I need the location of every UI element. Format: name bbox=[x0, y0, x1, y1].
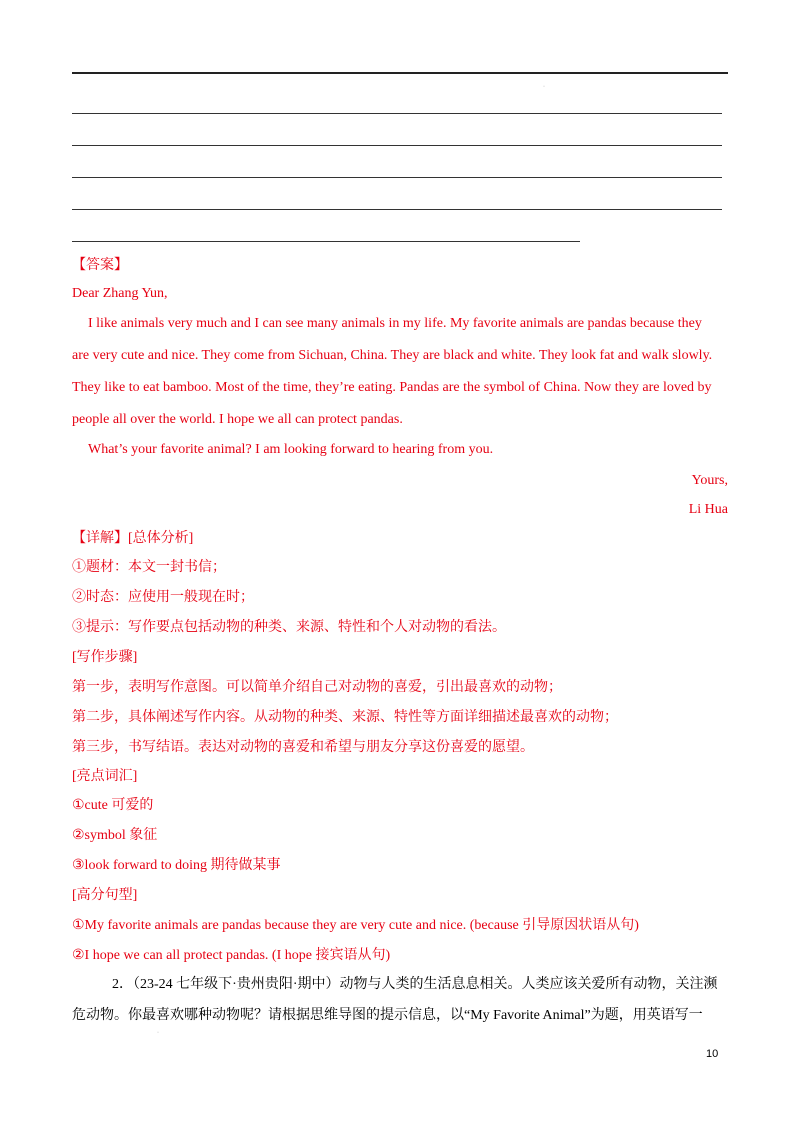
speck: · bbox=[157, 1030, 159, 1036]
sentence-item: ②I hope we can all protect pandas. (I hope 接宾语从句) bbox=[72, 948, 391, 963]
letter-para1-line3: They like to eat bamboo. Most of the time, they’re eating. Pandas are the symbol of China. Now they are loved by bbox=[72, 380, 712, 395]
sentence-item: ①My favorite animals are pandas because they are very cute and nice. (because 引导原因状语从句) bbox=[72, 918, 639, 933]
vocab-item: ①cute 可爱的 bbox=[72, 798, 154, 813]
writing-line-6 bbox=[72, 241, 580, 242]
question2-line1: 2．（23-24 七年级下·贵州贵阳·期中）动物与人类的生活息息相关。人类应该关爱所有动物，关注濒 bbox=[112, 977, 718, 992]
letter-para2: What’s your favorite animal? I am looking forward to hearing from you. bbox=[88, 442, 494, 457]
writing-line-1 bbox=[72, 72, 728, 74]
answer-label: 【答案】 bbox=[72, 258, 128, 273]
steps-heading: [写作步骤] bbox=[72, 650, 138, 665]
detail-item: ②时态：应使用一般现在时； bbox=[72, 590, 254, 605]
page-number: 10 bbox=[706, 1048, 719, 1060]
detail-heading: 【详解】[总体分析] bbox=[72, 531, 194, 546]
vocab-heading: [亮点词汇] bbox=[72, 769, 138, 784]
letter-para1-line2: are very cute and nice. They come from Sichuan, China. They are black and white. They look fat and walk slowly. bbox=[72, 348, 713, 363]
writing-line-4 bbox=[72, 177, 722, 178]
question2-line2: 危动物。你最喜欢哪种动物呢？请根据思维导图的提示信息，以“My Favorite Animal”为题，用英语写一 bbox=[72, 1008, 703, 1023]
writing-line-2 bbox=[72, 113, 722, 114]
sentence-heading: [高分句型] bbox=[72, 888, 138, 903]
letter-para1-line4: people all over the world. I hope we all can protect pandas. bbox=[72, 412, 403, 427]
vocab-item: ③look forward to doing 期待做某事 bbox=[72, 858, 281, 873]
writing-line-3 bbox=[72, 145, 722, 146]
step-item: 第三步，书写结语。表达对动物的喜爱和希望与朋友分享这份喜爱的愿望。 bbox=[72, 740, 534, 755]
vocab-item: ②symbol 象征 bbox=[72, 828, 158, 843]
detail-item: ③提示：写作要点包括动物的种类、来源、特性和个人对动物的看法。 bbox=[72, 620, 506, 635]
step-item: 第一步，表明写作意图。可以简单介绍自己对动物的喜爱，引出最喜欢的动物； bbox=[72, 680, 562, 695]
letter-signature: Li Hua bbox=[688, 502, 728, 517]
speck: · bbox=[543, 84, 545, 90]
letter-salutation: Dear Zhang Yun, bbox=[72, 286, 168, 301]
letter-closing: Yours, bbox=[691, 473, 728, 488]
letter-para1-line1: I like animals very much and I can see many animals in my life. My favorite animals are pandas because they bbox=[88, 316, 702, 331]
detail-item: ①题材：本文一封书信； bbox=[72, 560, 226, 575]
step-item: 第二步，具体阐述写作内容。从动物的种类、来源、特性等方面详细描述最喜欢的动物； bbox=[72, 710, 618, 725]
writing-line-5 bbox=[72, 209, 722, 210]
